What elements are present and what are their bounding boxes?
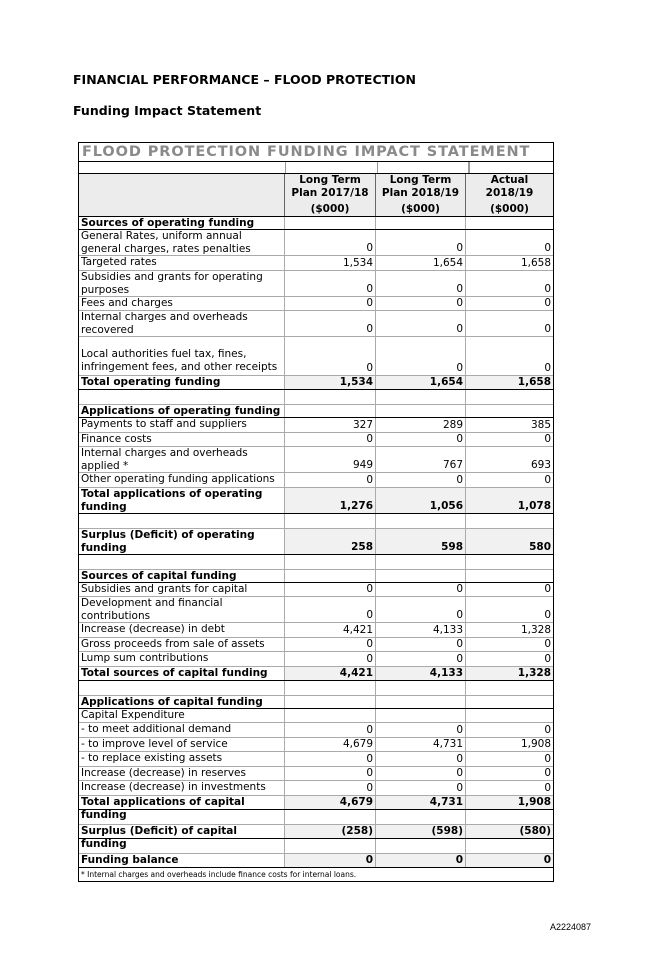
value-cell [466,390,553,404]
value-cell [285,570,376,582]
value-cell [466,405,553,417]
spacer-row [79,839,553,854]
value-cell: 1,654 [376,256,466,270]
value-cell: 0 [544,781,551,794]
value-cell [285,514,376,528]
row-label: Targeted rates [79,256,285,270]
value-cell [285,390,376,404]
value-cell: 0 [544,609,551,621]
value-cell [285,810,376,824]
table-row [79,256,553,271]
table-row [79,652,553,667]
value-cell: 0 [544,297,551,309]
value-cell: 580 [466,529,553,554]
row-label: Applications of operating funding [79,405,285,417]
value-cell: 0 [285,297,376,311]
value-cell: 0 [544,752,551,765]
value-cell [466,839,553,853]
row-label: Total operating funding [79,376,285,389]
row-label: - to meet additional demand [79,723,285,737]
value-cell: 327 [285,418,376,432]
row-label: Gross proceeds from sale of assets [79,638,285,652]
table-row [79,473,553,488]
value-cell: 289 [376,418,466,432]
value-cell: 258 [285,529,376,554]
row-label: Capital Expenditure [79,709,285,723]
spacer-row [79,810,553,825]
table-row [79,723,553,738]
table-row [79,418,553,433]
section-header-row [79,696,553,709]
value-cell: 0 [544,433,551,445]
value-cell: 0 [376,473,466,487]
value-cell [376,681,466,695]
table-row [79,376,553,390]
value-cell: 1,658 [466,376,553,389]
value-cell: 0 [544,767,551,779]
value-cell: 0 [285,473,376,487]
value-cell: 0 [544,362,551,374]
spacer-row [79,555,553,570]
table-row [79,767,553,782]
table-row [79,638,553,653]
row-label: Finance costs [79,433,285,447]
row-label: Lump sum contributions [79,652,285,666]
value-cell [466,555,553,569]
row-label: Surplus (Deficit) of operating funding [79,529,285,554]
table-row [79,824,553,850]
spacer-row [79,681,553,696]
value-cell: 598 [376,529,466,554]
value-cell [376,839,466,853]
value-cell: 385 [530,418,551,431]
value-cell: 0 [376,854,466,867]
row-label: - to improve level of service [79,738,285,752]
value-cell: 693 [530,459,551,471]
value-cell: 0 [544,652,551,665]
value-cell: 1,056 [376,488,466,513]
value-cell [285,405,376,417]
header-label-cell [79,174,285,216]
value-cell: 0 [376,311,466,336]
row-label: Surplus (Deficit) of capital funding [79,825,285,838]
value-cell [285,555,376,569]
value-cell [376,810,466,824]
row-label: Payments to staff and suppliers [79,418,285,432]
value-cell [376,514,466,528]
table-row [79,230,553,256]
value-cell: 1,658 [520,256,551,269]
value-cell: 0 [466,854,553,867]
value-cell: 4,133 [376,623,466,637]
row-label: Fees and charges [79,297,285,311]
value-cell: 1,328 [520,623,551,636]
table-row [79,337,553,376]
value-cell: 1,908 [466,796,553,809]
value-cell [376,570,466,582]
value-cell: 0 [285,311,376,336]
spacer-row [79,390,553,405]
table-row [79,433,553,448]
value-cell: 1,908 [520,738,551,750]
table-row [79,752,553,767]
value-cell: 0 [376,337,466,375]
document-id: A2224087 [550,922,592,932]
value-cell [285,696,376,708]
table-row [79,709,553,724]
value-cell [466,570,553,582]
value-cell: 0 [376,781,466,795]
value-cell [376,405,466,417]
table-row [79,297,553,312]
row-label: Sources of operating funding [79,217,285,229]
section-header-row [79,217,553,230]
row-label: Increase (decrease) in debt [79,623,285,637]
value-cell: 0 [544,723,551,736]
value-cell: 0 [285,767,376,781]
value-cell: (580) [466,825,553,838]
value-cell: 0 [544,242,551,254]
table-row [79,623,553,638]
value-cell: 767 [376,447,466,472]
value-cell: 1,078 [466,488,553,513]
value-cell: 0 [376,752,466,766]
row-label: Development and financial contributions [79,597,285,622]
value-cell: 0 [285,583,376,597]
page-heading: FINANCIAL PERFORMANCE – FLOOD PROTECTION [73,72,416,87]
row-label [79,681,285,695]
value-cell: 1,276 [285,488,376,513]
table-row [79,738,553,753]
value-cell [376,555,466,569]
column-header-actual-2018-19: Actual 2018/19 ($000) [485,174,534,215]
value-cell: 0 [544,282,551,295]
value-cell [285,839,376,853]
row-label: Increase (decrease) in investments [79,781,285,795]
value-cell [285,217,376,229]
table-row [79,781,553,796]
value-cell: (598) [376,825,466,838]
table-row [79,529,553,555]
value-cell [466,810,553,824]
funding-impact-table [78,142,554,882]
value-cell: 949 [285,447,376,472]
row-label: Subsidies and grants for capital [79,583,285,597]
value-cell: 4,679 [285,738,376,752]
table-title: FLOOD PROTECTION FUNDING IMPACT STATEMENT [79,143,553,162]
column-header-row [79,174,553,217]
value-cell: 0 [376,597,466,622]
value-cell [376,696,466,708]
row-label [79,555,285,569]
section-header-row [79,570,553,583]
table-footnote: * Internal charges and overheads include finance costs for internal loans. [81,869,357,879]
value-cell: 4,731 [376,796,466,809]
value-cell [466,217,553,229]
table-row [79,583,553,598]
value-cell: 0 [544,323,551,335]
table-row [79,311,553,337]
value-cell: 0 [376,723,466,737]
value-cell: 0 [376,271,466,296]
value-cell [466,696,553,708]
table-row [79,447,553,473]
value-cell [466,681,553,695]
row-label: Other operating funding applications [79,473,285,487]
value-cell: 4,679 [285,796,376,809]
value-cell: 4,421 [285,623,376,637]
column-header-ltp-2018-19: Long Term Plan 2018/19 ($000) [376,174,466,216]
value-cell [285,709,376,723]
value-cell: 0 [376,767,466,781]
table-row [79,667,553,681]
value-cell [466,514,553,528]
value-cell: 0 [285,652,376,666]
value-cell: 0 [544,583,551,595]
table-row [79,854,553,868]
value-cell: 4,133 [376,667,466,680]
section-header-row [79,405,553,418]
row-label: Increase (decrease) in reserves [79,767,285,781]
value-cell: 0 [285,337,376,375]
row-label: Internal charges and overheads recovered [79,311,285,336]
table-row [79,795,553,821]
row-label: Applications of capital funding [79,696,285,708]
value-cell: 4,731 [376,738,466,752]
value-cell: 1,654 [376,376,466,389]
value-cell [376,709,466,723]
row-label [79,514,285,528]
value-cell: 0 [544,638,551,650]
value-cell: 1,534 [285,376,376,389]
value-cell: 0 [376,433,466,447]
row-label: Total applications of operating funding [79,488,285,513]
value-cell: 1,534 [285,256,376,270]
value-cell: (258) [285,825,376,838]
value-cell: 0 [376,638,466,652]
value-cell: 0 [285,433,376,447]
value-cell: 0 [544,473,551,486]
value-cell: 0 [285,854,376,867]
row-label [79,839,285,853]
value-cell: 0 [376,230,466,255]
value-cell [376,390,466,404]
value-cell: 1,328 [466,667,553,680]
value-cell [285,681,376,695]
row-label: Subsidies and grants for operating purposes [79,271,285,296]
page-subheading: Funding Impact Statement [73,103,262,118]
value-cell: 0 [285,271,376,296]
row-label: Total applications of capital funding [79,796,285,809]
value-cell: 0 [376,652,466,666]
value-cell: 0 [285,723,376,737]
value-cell [376,217,466,229]
value-cell: 0 [285,597,376,622]
table-row [79,488,553,514]
row-label: Funding balance [79,854,285,867]
value-cell: 0 [285,230,376,255]
row-label: Local authorities fuel tax, fines, infringement fees, and other receipts [79,337,285,375]
column-header-ltp-2017-18: Long Term Plan 2017/18 ($000) [285,174,376,216]
value-cell: 4,421 [285,667,376,680]
value-cell: 0 [285,638,376,652]
value-cell: 0 [285,781,376,795]
table-body [79,217,553,868]
row-label [79,810,285,824]
value-cell: 0 [376,583,466,597]
row-label: Sources of capital funding [79,570,285,582]
value-cell [466,709,553,723]
row-label: - to replace existing assets [79,752,285,766]
spacer-row [79,162,553,174]
row-label: Internal charges and overheads applied * [79,447,285,472]
value-cell: 0 [285,752,376,766]
spacer-row [79,514,553,529]
table-row [79,597,553,623]
value-cell: 0 [376,297,466,311]
row-label: Total sources of capital funding [79,667,285,680]
row-label [79,390,285,404]
table-row [79,271,553,297]
row-label: General Rates, uniform annual general charges, rates penalties [79,230,285,255]
